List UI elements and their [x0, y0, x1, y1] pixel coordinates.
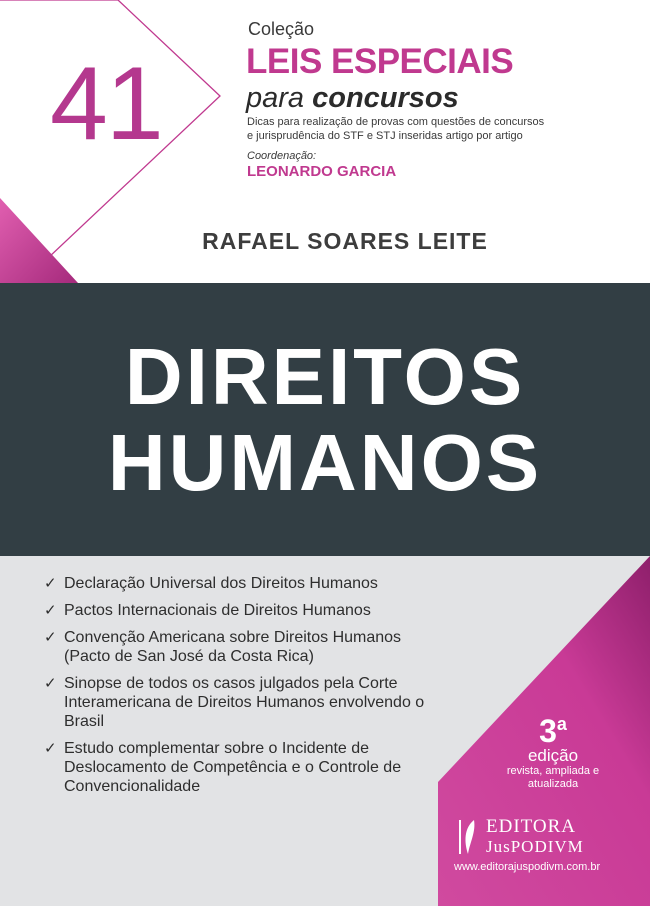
check-icon: ✓ [44, 629, 57, 646]
topics-list [44, 574, 434, 804]
coordination-label: Coordenação: [247, 150, 317, 162]
edition-note: revista, ampliada e atualizada [506, 765, 600, 790]
edition-ordinal: a [556, 714, 567, 734]
check-icon: ✓ [44, 602, 57, 619]
series-title: LEIS ESPECIAIS [246, 42, 514, 81]
edition-label: edição [527, 746, 579, 765]
topic-text: Pactos Internacionais de Direitos Humanos [64, 602, 371, 619]
publisher-url: www.editorajuspodivm.com.br [454, 861, 601, 873]
title-band [0, 283, 650, 556]
topic-text: Convenção Americana sobre Direitos Humanos (Pacto de San José da Costa Rica) [64, 629, 402, 665]
check-icon: ✓ [44, 740, 57, 757]
edition-digit: 3 [539, 713, 557, 749]
book-title-line-2: HUMANOS [107, 418, 543, 507]
topic-item [44, 739, 434, 796]
topic-text: Estudo complementar sobre o Incidente de Deslocamento de Competência e o Controle de Convencionalidade [64, 740, 402, 795]
check-icon: ✓ [44, 575, 57, 592]
quill-logo-icon [456, 818, 480, 856]
check-icon: ✓ [44, 675, 57, 692]
publisher-name: EDITORA [486, 816, 577, 837]
topic-item [44, 601, 434, 620]
topic-item [44, 674, 434, 731]
series-para: para [246, 82, 305, 114]
topic-text: Declaração Universal dos Direitos Humanos [64, 575, 378, 592]
volume-number: 41 [50, 46, 162, 162]
author-name: RAFAEL SOARES LEITE [202, 228, 488, 254]
series-tagline: Dicas para realização de provas com questões de concursos e jurisprudência do STF e STJ inseridas artigo por artigo [247, 116, 545, 142]
coordinator-name: LEONARDO GARCIA [247, 163, 397, 180]
book-title-line-1: DIREITOS [124, 332, 526, 421]
topic-text: Sinopse de todos os casos julgados pela Corte Interamericana de Direitos Humanos envolvendo o Brasil [64, 675, 425, 730]
edition-number [498, 708, 608, 747]
lower-panel [0, 556, 650, 906]
topic-item [44, 574, 434, 593]
edition-badge [498, 708, 608, 791]
series-subtitle [246, 82, 459, 114]
publisher-subname: JusPODIVM [486, 837, 584, 856]
collection-label: Coleção [248, 19, 315, 39]
topic-item [44, 628, 434, 666]
series-concursos: concursos [312, 82, 459, 114]
